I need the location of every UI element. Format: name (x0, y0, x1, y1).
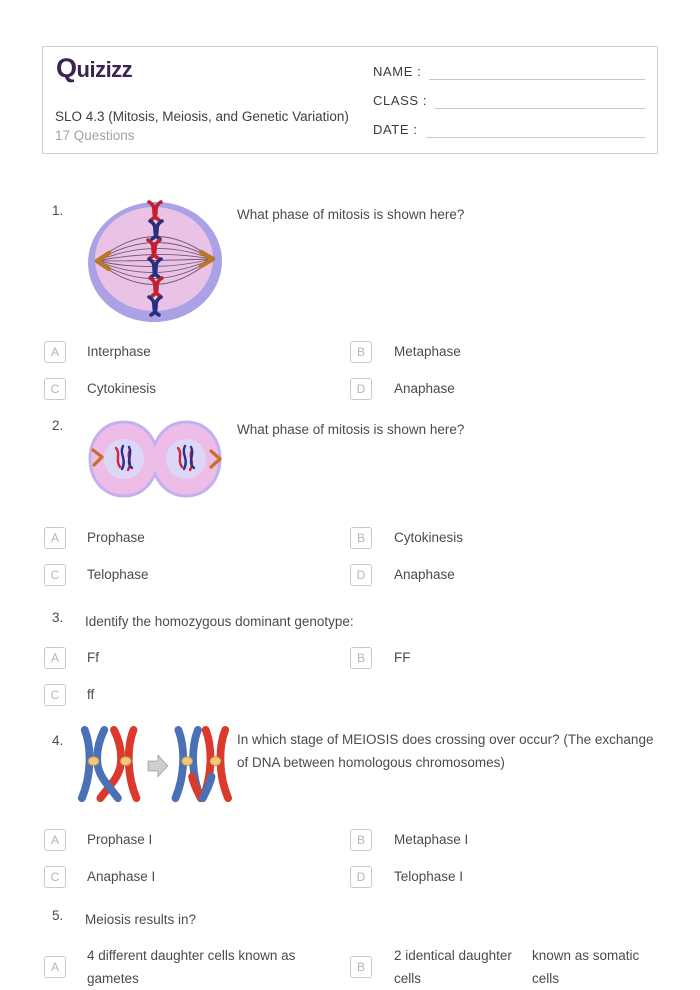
option-letter-box[interactable]: C (44, 378, 66, 400)
quiz-question-count: 17 Questions (55, 128, 135, 143)
option-label: Metaphase (394, 344, 461, 359)
quizizz-logo: Quizizz (56, 53, 133, 83)
question-2-number: 2. (52, 418, 64, 433)
option-letter-box[interactable]: A (44, 527, 66, 549)
option-letter-box[interactable]: A (44, 829, 66, 851)
question-5-option-b (350, 944, 663, 990)
question-4-option-d (350, 865, 463, 888)
option-label: Prophase I (87, 832, 153, 847)
question-4-option-b (350, 828, 468, 851)
option-letter-box[interactable]: D (350, 564, 372, 586)
option-letter-box[interactable]: B (350, 956, 372, 978)
class-write-line[interactable] (435, 86, 645, 109)
question-3-option-b (350, 646, 411, 669)
option-label: Interphase (87, 344, 151, 359)
header-box (42, 46, 658, 154)
option-label: Anaphase I (87, 869, 156, 884)
metaphase-cell-image (85, 197, 225, 328)
option-label: FF (394, 650, 411, 665)
question-5-option-a (44, 944, 319, 990)
option-label: Anaphase (394, 567, 455, 582)
question-2-option-a (44, 526, 145, 549)
student-fields (373, 58, 645, 145)
option-letter-box[interactable]: A (44, 341, 66, 363)
class-label: CLASS : (373, 93, 428, 108)
crossing-over-image (75, 724, 233, 806)
question-1-text: What phase of mitosis is shown here? (237, 207, 465, 222)
question-4-option-a (44, 828, 152, 851)
question-3-number: 3. (52, 610, 64, 625)
question-1-option-d (350, 377, 455, 400)
question-4-option-c (44, 865, 155, 888)
question-3-option-c (44, 683, 94, 706)
question-1-option-a (44, 340, 151, 363)
class-field-row (373, 87, 645, 109)
option-label: Ff (87, 650, 99, 665)
question-2-option-d (350, 563, 455, 586)
option-label: Anaphase (394, 381, 455, 396)
option-letter-box[interactable]: B (350, 829, 372, 851)
option-label: ff (87, 687, 95, 702)
option-label: Telophase I (394, 869, 464, 884)
option-label-continued: known as somatic cells (532, 948, 640, 986)
question-5-number: 5. (52, 908, 64, 923)
option-label: 4 different daughter cells known as gametes (87, 948, 296, 986)
option-label: Cytokinesis (87, 381, 157, 396)
question-1-number: 1. (52, 203, 64, 218)
option-letter-box[interactable]: A (44, 647, 66, 669)
question-1-option-b (350, 340, 461, 363)
option-letter-box[interactable]: C (44, 564, 66, 586)
date-label: DATE : (373, 122, 418, 137)
date-write-line[interactable] (426, 115, 645, 138)
option-letter-box[interactable]: A (44, 956, 66, 978)
question-2-option-c (44, 563, 149, 586)
option-letter-box[interactable]: C (44, 684, 66, 706)
option-letter-box[interactable]: B (350, 647, 372, 669)
option-letter-box[interactable]: C (44, 866, 66, 888)
question-5-text: Meiosis results in? (85, 912, 197, 927)
question-4-text: In which stage of MEIOSIS does crossing over occur? (The exchange of DNA between homologous chromosomes) (237, 732, 654, 770)
question-4-number: 4. (52, 733, 64, 748)
name-write-line[interactable] (429, 57, 645, 80)
question-2-text: What phase of mitosis is shown here? (237, 422, 465, 437)
option-letter-box[interactable]: B (350, 527, 372, 549)
option-label: Cytokinesis (394, 530, 464, 545)
option-label: Telophase (87, 567, 149, 582)
option-letter-box[interactable]: D (350, 866, 372, 888)
name-field-row (373, 58, 645, 80)
option-label: 2 identical daughter cells (394, 948, 512, 986)
quiz-title: SLO 4.3 (Mitosis, Meiosis, and Genetic Variation) (55, 109, 349, 124)
date-field-row (373, 116, 645, 138)
question-3-option-a (44, 646, 99, 669)
question-3-text: Identify the homozygous dominant genotype: (85, 614, 354, 629)
option-letter-box[interactable]: B (350, 341, 372, 363)
option-label: Prophase (87, 530, 145, 545)
name-label: NAME : (373, 64, 422, 79)
cytokinesis-cell-image (85, 412, 225, 504)
question-1-option-c (44, 377, 156, 400)
option-label: Metaphase I (394, 832, 469, 847)
option-letter-box[interactable]: D (350, 378, 372, 400)
question-2-option-b (350, 526, 463, 549)
